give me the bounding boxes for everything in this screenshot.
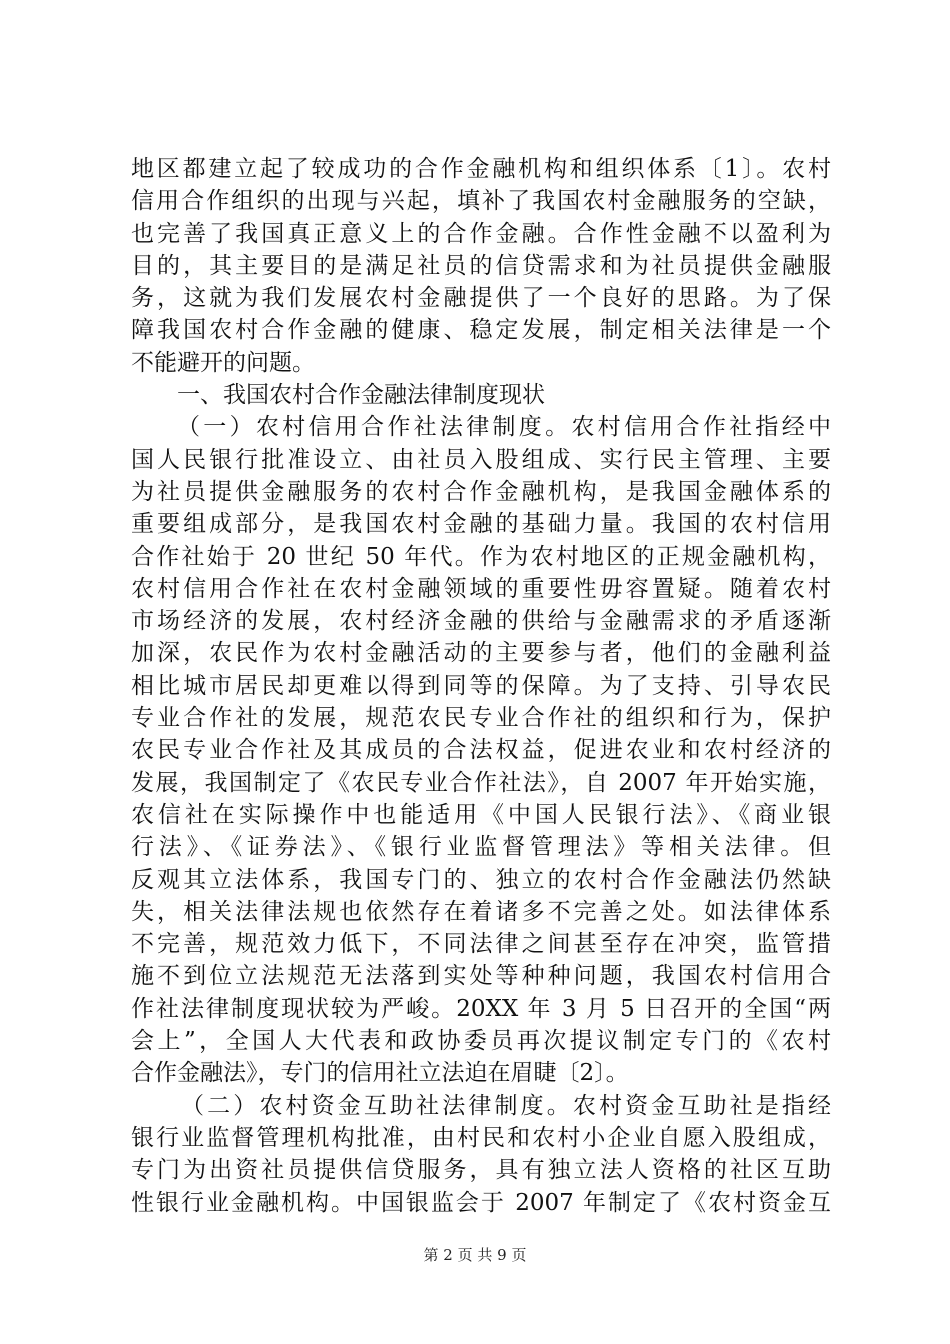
text-line: 农信社在实际操作中也能适用《中国人民银行法》、《商业银 <box>131 801 831 828</box>
text-line: 为社员提供金融服务的农村合作金融机构，是我国金融体系的 <box>131 478 831 505</box>
text-line: 地区都建立起了较成功的合作金融机构和组织体系〔1〕。农村 <box>131 156 831 182</box>
text-line: 目的，其主要目的是满足社员的信贷需求和为社员提供金融服 <box>131 252 831 279</box>
text-line: 不完善，规范效力低下，不同法律之间甚至存在冲突，监管措 <box>131 931 831 958</box>
page-footer: 第 2 页 共 9 页 <box>423 1246 527 1264</box>
text-line: 反观其立法体系，我国专门的、独立的农村合作金融法仍然缺 <box>131 866 831 893</box>
text-line: 国人民银行批准设立、由社员入股组成、实行民主管理、主要 <box>131 446 831 473</box>
text-line: （一）农村信用合作社法律制度。农村信用合作社指经中 <box>177 414 831 441</box>
text-line: 合作金融法》，专门的信用社立法迫在眉睫〔2〕。 <box>131 1060 629 1087</box>
text-line: 行法》、《证券法》、《银行业监督管理法》等相关法律。但 <box>131 834 831 861</box>
text-line: 信用合作组织的出现与兴起，填补了我国农村金融服务的空缺， <box>131 188 831 215</box>
text-line: 失，相关法律法规也依然存在着诸多不完善之处。如法律体系 <box>131 898 831 925</box>
text-line: 施不到位立法规范无法落到实处等种种问题，我国农村信用合 <box>131 963 831 990</box>
text-line: （二）农村资金互助社法律制度。农村资金互助社是指经 <box>181 1092 831 1119</box>
text-line: 务，这就为我们发展农村金融提供了一个良好的思路。为了保 <box>131 285 831 312</box>
text-line: 合作社始于 20 世纪 50 年代。作为农村地区的正规金融机构， <box>131 543 831 570</box>
text-line: 性银行业金融机构。中国银监会于 2007 年制定了《农村资金互 <box>131 1189 831 1216</box>
text-line: 作社法律制度现状较为严峻。20XX 年 3 月 5 日召开的全国“两 <box>131 995 831 1022</box>
text-line: 相比城市居民却更难以得到同等的保障。为了支持、引导农民 <box>131 672 831 699</box>
text-line: 重要组成部分，是我国农村金融的基础力量。我国的农村信用 <box>131 511 831 538</box>
text-line: 银行业监督管理机构批准，由村民和农村小企业自愿入股组成， <box>131 1124 831 1151</box>
text-line: 农村信用合作社在农村金融领域的重要性毋容置疑。随着农村 <box>131 575 831 602</box>
text-line: 障我国农村合作金融的健康、稳定发展，制定相关法律是一个 <box>131 317 831 344</box>
text-line: 一、我国农村合作金融法律制度现状 <box>177 382 545 409</box>
text-line: 专业合作社的发展，规范农民专业合作社的组织和行为，保护 <box>131 705 831 732</box>
text-line: 会上”，全国人大代表和政协委员再次提议制定专门的《农村 <box>131 1028 831 1055</box>
document-body <box>131 153 831 1219</box>
text-line: 专门为出资社员提供信贷服务，具有独立法人资格的社区互助 <box>131 1157 831 1184</box>
text-line: 发展，我国制定了《农民专业合作社法》，自 2007 年开始实施， <box>131 769 831 796</box>
text-line: 不能避开的问题。 <box>131 349 315 376</box>
text-line: 农民专业合作社及其成员的合法权益，促进农业和农村经济的 <box>131 737 831 764</box>
text-line: 也完善了我国真正意义上的合作金融。合作性金融不以盈利为 <box>131 220 831 247</box>
text-line: 加深，农民作为农村金融活动的主要参与者，他们的金融利益 <box>131 640 831 667</box>
text-line: 市场经济的发展，农村经济金融的供给与金融需求的矛盾逐渐 <box>131 608 831 635</box>
